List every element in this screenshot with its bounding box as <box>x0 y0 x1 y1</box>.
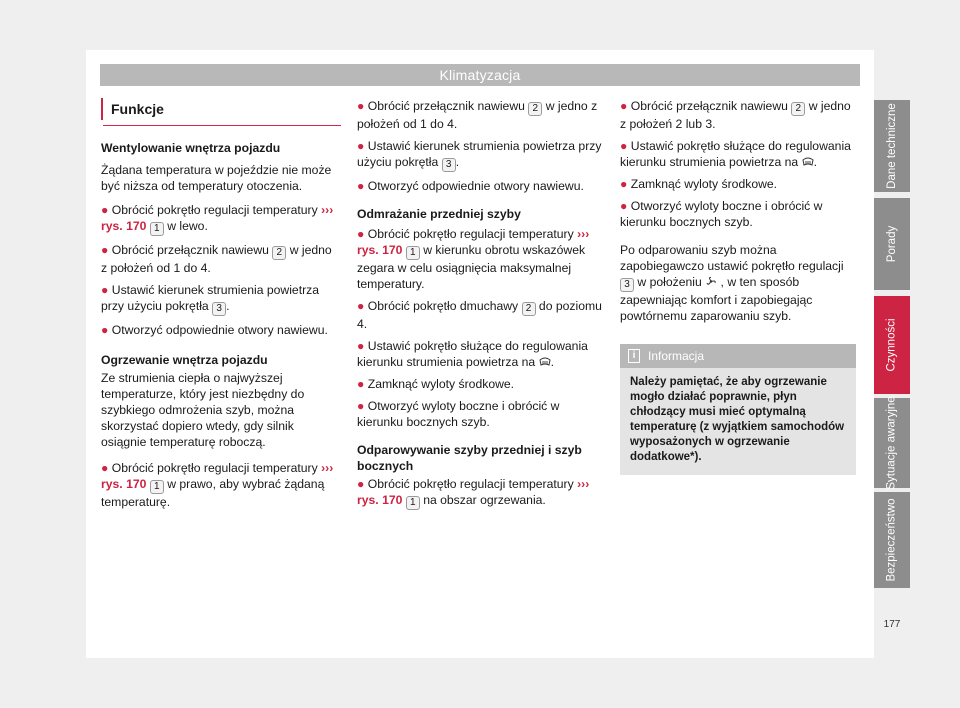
callout-number: 1 <box>406 246 420 260</box>
callout-number: 2 <box>791 102 805 116</box>
tab-dane-techniczne[interactable] <box>874 100 910 192</box>
callout-number: 1 <box>406 496 420 510</box>
bullet-item: ● Zamknąć wyloty środkowe. <box>620 177 778 191</box>
bullet-item: ● Obrócić przełącznik nawiewu 2 w jedno z położeń 2 lub 3. <box>620 99 851 131</box>
figure-link[interactable]: ››› rys. 170 <box>101 461 334 491</box>
bullet-icon: ● <box>357 399 365 413</box>
bullet-icon: ● <box>101 283 109 297</box>
windshield-defrost-icon <box>539 357 551 366</box>
windshield-defrost-icon <box>802 157 814 166</box>
page-number: 177 <box>883 619 901 630</box>
bullet-item: ● Otworzyć odpowiednie otwory nawiewu. <box>101 323 328 337</box>
figure-link[interactable]: ››› rys. 170 <box>101 203 334 233</box>
bullet-item: ● Ustawić pokrętło służące do regulowania kierunku strumienia powietrza na . <box>357 339 588 369</box>
bullet-icon: ● <box>101 323 109 337</box>
callout-number: 1 <box>150 222 164 236</box>
callout-number: 3 <box>442 158 456 172</box>
section-title: Funkcje <box>111 101 164 117</box>
bullet-icon: ● <box>620 177 628 191</box>
chapter-header <box>100 64 860 86</box>
bullet-item: ● Otworzyć odpowiednie otwory nawiewu. <box>357 179 584 193</box>
bullet-icon: ● <box>620 139 628 153</box>
info-icon: i <box>628 349 640 363</box>
bullet-icon: ● <box>357 299 365 313</box>
callout-number: 2 <box>528 102 542 116</box>
fan-icon <box>705 277 717 286</box>
callout-number: 3 <box>212 302 226 316</box>
chapter-title: Klimatyzacja <box>439 67 521 83</box>
bullet-icon: ● <box>620 199 628 213</box>
bullet-icon: ● <box>101 461 109 475</box>
callout-number: 3 <box>620 278 634 292</box>
bullet-item: ● Obrócić pokrętło regulacji temperatury ››› rys. 170 1 w prawo, aby wybrać żądaną temperaturę. <box>101 461 334 509</box>
bullet-icon: ● <box>357 179 365 193</box>
callout-number: 2 <box>522 302 536 316</box>
callout-number: 1 <box>150 480 164 494</box>
column-2 <box>357 98 602 510</box>
bullet-item: ● Obrócić przełącznik nawiewu 2 w jedno z położeń od 1 do 4. <box>357 99 598 131</box>
tab-porady[interactable] <box>874 198 910 290</box>
tab-label: Czynności <box>886 318 898 372</box>
info-box <box>620 344 856 475</box>
tab-label: Bezpieczeństwo <box>886 498 899 582</box>
bullet-icon: ● <box>357 377 365 391</box>
bullet-item: ● Ustawić pokrętło służące do regulowania kierunku strumienia powietrza na . <box>620 139 851 169</box>
figure-link[interactable]: ››› rys. 170 <box>357 227 590 257</box>
paragraph: Po odparowaniu szyb można zapobiegawczo ustawić pokrętło regulacji 3 w położeniu , w ten sposób zapewniając komfort i zapobiegając powtórnemu zaparowaniu szyb. <box>620 243 844 323</box>
info-text: Należy pamiętać, że aby ogrzewanie mogło działać poprawnie, płyn chłodzący musi mieć optymalną temperaturę (z wyjątkiem samochodów wyposażonych w ogrzewanie dodatkowe*). <box>630 376 845 463</box>
bullet-item: ● Obrócić pokrętło regulacji temperatury ››› rys. 170 1 w lewo. <box>101 203 334 234</box>
column-3 <box>620 98 860 475</box>
bullet-item: ● Otworzyć wyloty boczne i obrócić w kierunku bocznych szyb. <box>620 199 823 229</box>
bullet-icon: ● <box>357 227 365 241</box>
paragraph: Ze strumienia ciepła o najwyższej temperaturze, który jest niezbędny do szybkiego odmrożenia szyb, można skorzystać dopiero wtedy, gdy silnik osiągnie temperaturę roboczą. <box>101 371 305 449</box>
section-header <box>101 98 341 120</box>
callout-number: 2 <box>272 246 286 260</box>
heading-odmrazanie: Odmrażanie przedniej szyby <box>357 207 521 221</box>
tab-label: Porady <box>886 225 898 263</box>
info-title: Informacja <box>648 349 705 363</box>
bullet-icon: ● <box>357 139 365 153</box>
bullet-item: ● Obrócić pokrętło regulacji temperatury ››› rys. 170 1 w kierunku obrotu wskazówek zegara w celu osiągnięcia maksymalnej temperatury. <box>357 227 590 291</box>
tab-sytuacje-awaryjne[interactable] <box>874 398 910 488</box>
tab-label: Dane techniczne <box>886 103 899 189</box>
tab-label: Sytuacje awaryjne <box>886 396 899 490</box>
bullet-item: ● Zamknąć wyloty środkowe. <box>357 377 515 391</box>
bullet-item: ● Ustawić kierunek strumienia powietrza przy użyciu pokrętła 3 . <box>101 283 320 314</box>
paragraph: Żądana temperatura w pojeździe nie może być niższa od temperatury otoczenia. <box>101 163 332 193</box>
heading-odparowywanie: Odparowywanie szyby przedniej i szyb bocznych <box>357 443 582 473</box>
bullet-icon: ● <box>620 99 628 113</box>
bullet-icon: ● <box>357 99 365 113</box>
bullet-item: ● Ustawić kierunek strumienia powietrza przy użyciu pokrętła 3 . <box>357 139 602 170</box>
heading-wentylowanie: Wentylowanie wnętrza pojazdu <box>101 141 281 155</box>
bullet-item: ● Otworzyć wyloty boczne i obrócić w kierunku bocznych szyb. <box>357 399 560 429</box>
heading-ogrzewanie: Ogrzewanie wnętrza pojazdu <box>101 353 268 367</box>
info-header <box>620 344 856 368</box>
bullet-icon: ● <box>101 203 109 217</box>
column-1 <box>101 98 341 510</box>
bullet-icon: ● <box>357 477 365 491</box>
bullet-item: ● Obrócić pokrętło regulacji temperatury ››› rys. 170 1 na obszar ogrzewania. <box>357 477 590 508</box>
bullet-item: ● Obrócić przełącznik nawiewu 2 w jedno z położeń od 1 do 4. <box>101 243 332 275</box>
tab-bezpieczenstwo[interactable] <box>874 492 910 588</box>
bullet-icon: ● <box>101 243 109 257</box>
bullet-item: ● Obrócić pokrętło dmuchawy 2 do poziomu 4. <box>357 299 602 331</box>
bullet-icon: ● <box>357 339 365 353</box>
tab-czynnosci[interactable] <box>874 296 910 394</box>
figure-link[interactable]: ››› rys. 170 <box>357 477 590 507</box>
